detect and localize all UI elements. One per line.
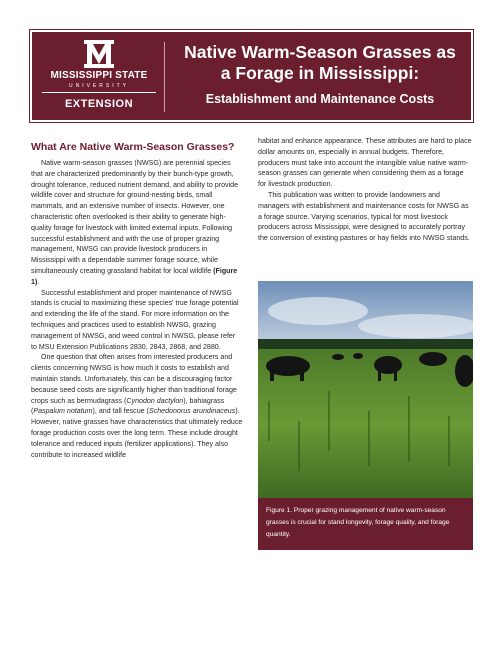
logo-university: UNIVERSITY [68, 83, 129, 89]
species-name: Schedonorus arundinaceus [148, 407, 236, 416]
costs-text-d: ). However, native grasses have characteristics that ultimately reduce forage production costs over the long term. These include drought tolerance and reduced inputs (fertilizer applications). They also contribute to increased wildlife [31, 407, 243, 459]
costs-text-c: ), and tall fescue ( [92, 407, 149, 416]
text-column-left [31, 158, 243, 460]
cattle-pasture-image [258, 281, 473, 498]
paragraph-intro-end: . [37, 277, 40, 286]
paragraph-intro-text: Native warm-season grasses (NWSG) are perennial species that are characterized predominantly by their bunch-type growth, drought tolerance, reduced nutrient demand, and ability to provide wildlife cover and structure for ground-nesting birds, small mammals, and an extensive number of insects. However, one characteristic often overlooked is their ability to generate high-quality forage for livestock with limited external inputs. Following successful establishment and with the use of proper grazing management, NWSG can provide livestock producers in Mississippi with a dependable summer forage source, while simultaneously creating grassland habitat for local wildlife [31, 159, 239, 275]
logo-divider [42, 92, 156, 93]
section-heading: What Are Native Warm-Season Grasses? [31, 141, 235, 153]
costs-text-a: One question that often arises from interested producers and clients concerning NWSG is how much it costs to establish and maintain stands. Unfortunately, this can be a discouraging factor because seed costs are significantly higher than traditional forage crops such as bermudagrass ( [31, 353, 237, 405]
title-line-2: a Forage in Mississippi: [220, 63, 420, 83]
figure-caption: Figure 1. Proper grazing management of native warm-season grasses is crucial for stand longevity, forage quality, and forage quantity. [258, 498, 473, 550]
paragraph-costs [31, 352, 243, 460]
paragraph-establishment: Successful establishment and proper maintenance of NWSG stands is crucial to maximizing these species' true forage potential and extending the life of the stand. For more information on the techniques and practices used to establish NWSG, grazing management of NWSG, and weed control in NWSG, please refer to MSU Extension Publications 2830, 2843, 2868, and 2880. [31, 288, 239, 351]
figure-photo [258, 281, 473, 498]
species-name: Paspalum notatum [33, 407, 93, 416]
paragraph-intro [31, 158, 243, 288]
figure-reference[interactable]: (Figure 1) [31, 266, 238, 286]
costs-text-b: ), bahiagrass ( [31, 396, 225, 416]
species-name: Cynodon dactylon [126, 396, 184, 405]
page-title [172, 42, 468, 84]
page-subtitle: Establishment and Maintenance Costs [205, 92, 435, 106]
title-line-1: Native Warm-Season Grasses as [184, 42, 456, 62]
text-column-right [258, 136, 472, 244]
logo-extension: EXTENSION [64, 98, 134, 110]
msu-m-logo-icon [84, 40, 114, 68]
msu-extension-logo [40, 40, 158, 116]
paragraph-purpose: This publication was written to provide landowners and managers with establishment and maintenance costs for NWSG as a forage source. Varying scenarios, typical for most livestock producers across Mississippi, were designed to accurately portray the conversion of existing pastures or hay fields into NWSG stands. [258, 190, 470, 243]
header-divider [164, 42, 165, 112]
paragraph-continued: habitat and enhance appearance. These attributes are hard to place dollar amounts on, especially in annual budgets. Therefore, producers must take into account the intangible value native warm-season grasses can generate when considering them as a forage for livestock production. [258, 137, 472, 189]
header-banner [30, 30, 473, 122]
logo-name: MISSISSIPPI STATE [50, 70, 148, 81]
